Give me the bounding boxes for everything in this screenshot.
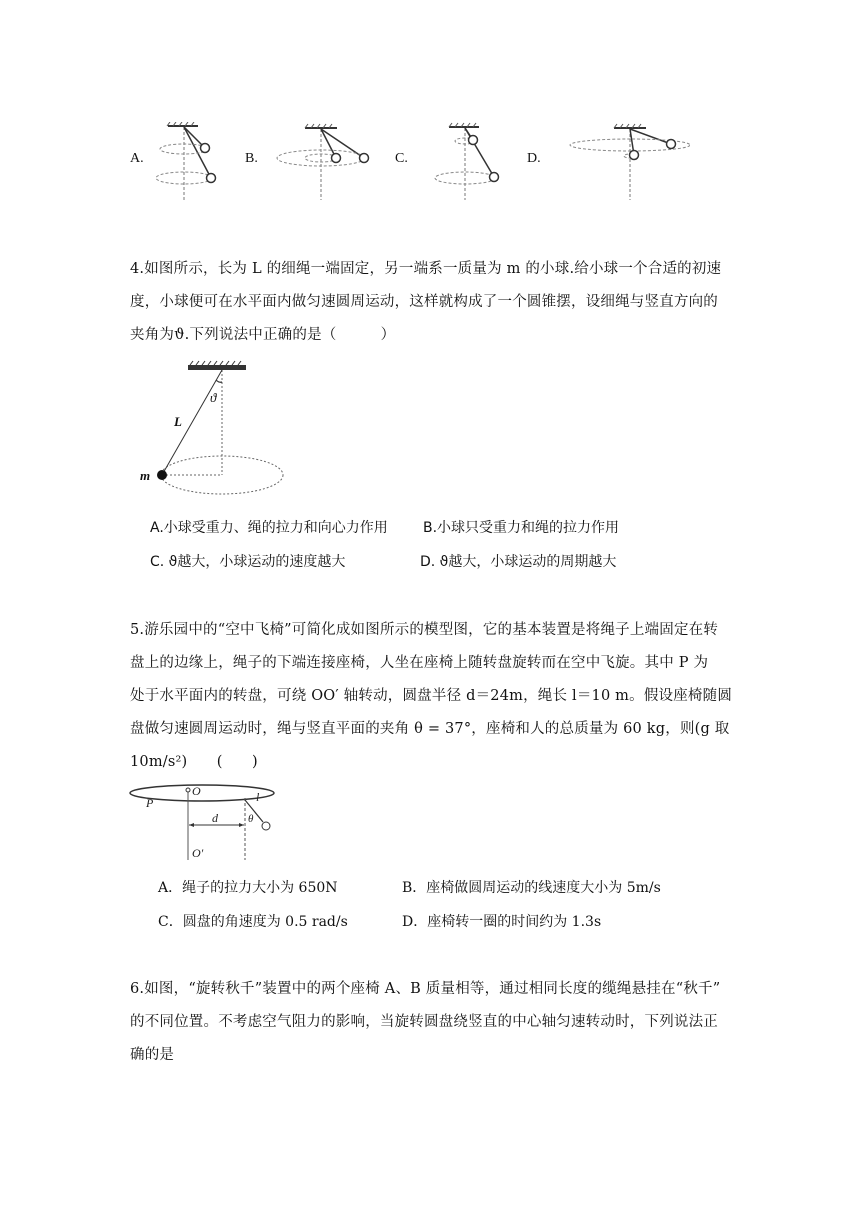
q5-flying-chair-figure (128, 780, 278, 862)
q5-figure-O-label: O (192, 784, 201, 798)
q5-stem-line-3: 处于水平面内的转盘，可绕 OO′ 轴转动，圆盘半径 d＝24m，绳长 l＝10 m。假设座椅随圆 (130, 688, 733, 704)
q4-option-a[interactable]: A.小球受重力、绳的拉力和向心力作用 (150, 520, 388, 536)
q5-figure-O-prime-label: O′ (192, 846, 204, 860)
q5-figure-l-label: l (256, 790, 260, 804)
q4-option-d[interactable]: D. ϑ越大，小球运动的周期越大 (420, 554, 617, 570)
q4-stem-line-1: 4.如图所示，长为 L 的细绳一端固定，另一端系一质量为 m 的小球.给小球一个合适的初速 (130, 261, 722, 277)
q5-stem (130, 614, 733, 779)
q5-figure-d-label: d (212, 811, 218, 825)
q3-figure-c (425, 122, 515, 202)
q4-figure-m-label: m (140, 468, 151, 483)
q4-option-c[interactable]: C. ϑ越大，小球运动的速度越大 (150, 554, 346, 570)
q4-option-b[interactable]: B.小球只受重力和绳的拉力作用 (423, 520, 620, 536)
q4-stem-line-3: 夹角为ϑ.下列说法中正确的是（ ） (130, 327, 396, 343)
q3-figure-b (275, 122, 385, 202)
q4-conical-pendulum-figure (130, 358, 300, 503)
q3-option-a-label[interactable]: A. (130, 151, 144, 166)
q3-option-b-label[interactable]: B. (245, 151, 258, 166)
q6-stem-line-2: 的不同位置。不考虑空气阻力的影响，当旋转圆盘绕竖直的中心轴匀速转动时，下列说法正 (130, 1014, 718, 1030)
q6-stem-line-1: 6.如图，“旋转秋千”装置中的两个座椅 A、B 质量相等，通过相同长度的缆绳悬挂在“秋千” (130, 981, 721, 997)
q5-option-c[interactable]: C．圆盘的角速度为 0.5 rad/s (158, 914, 348, 930)
q3-figure-d (560, 122, 690, 202)
q5-figure-P-label: P (146, 796, 154, 810)
q4-stem-line-2: 度，小球便可在水平面内做匀速圆周运动，这样就构成了一个圆锥摆，设细绳与竖直方向的 (130, 294, 718, 310)
q5-figure-theta-label: θ (248, 813, 254, 825)
q6-stem-line-3: 确的是 (130, 1047, 175, 1063)
q4-figure-theta-label: ϑ (210, 390, 217, 405)
q4-figure-L-label: L (174, 414, 182, 429)
q6-stem (130, 973, 730, 1072)
q5-stem-line-4: 盘做匀速圆周运动时，绳与竖直平面的夹角 θ = 37°，座椅和人的总质量为 60 kg，则(g 取 (130, 721, 730, 737)
q3-figure-a (150, 122, 240, 202)
q4-stem (130, 253, 730, 352)
q5-stem-line-2: 盘上的边缘上，绳子的下端连接座椅，人坐在座椅上随转盘旋转而在空中飞旋。其中 P 为 (130, 655, 709, 671)
q3-option-d-label[interactable]: D. (527, 151, 541, 166)
q5-stem-line-5: 10m/s²) ( ) (130, 754, 258, 770)
q5-option-b[interactable]: B．座椅做圆周运动的线速度大小为 5m/s (402, 880, 661, 896)
q5-option-d[interactable]: D．座椅转一圈的时间约为 1.3s (402, 914, 602, 930)
q5-stem-line-1: 5.游乐园中的“空中飞椅”可简化成如图所示的模型图，它的基本装置是将绳子上端固定在转 (130, 622, 719, 638)
q5-option-a[interactable]: A．绳子的拉力大小为 650N (158, 880, 338, 896)
q3-option-c-label[interactable]: C. (395, 151, 408, 166)
